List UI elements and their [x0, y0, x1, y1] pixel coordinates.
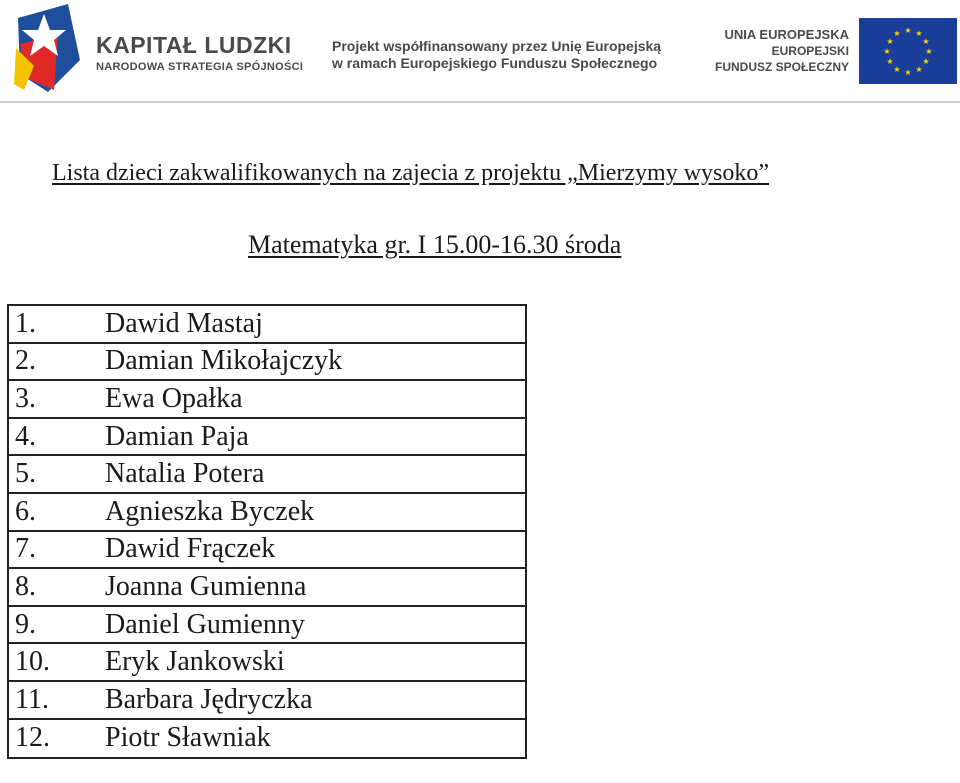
list-item [9, 569, 525, 607]
kapital-ludzki-wordmark [96, 33, 303, 73]
list-item [9, 720, 525, 758]
svg-text:★: ★ [886, 57, 894, 66]
svg-text:★: ★ [925, 47, 933, 56]
svg-text:★: ★ [893, 65, 901, 74]
svg-text:★: ★ [904, 26, 912, 35]
list-item [9, 607, 525, 645]
list-item [9, 456, 525, 494]
cofinancing-line-2: w ramach Europejskiego Funduszu Społecznego [332, 55, 658, 71]
cofinancing-notice [332, 38, 661, 72]
item-number: 3. [15, 382, 36, 414]
svg-text:★: ★ [915, 29, 923, 38]
child-name: Dawid Frączek [105, 533, 276, 565]
item-number: 4. [15, 420, 36, 452]
eu-flag-icon [859, 18, 957, 84]
child-name: Dawid Mastaj [105, 307, 263, 339]
item-number: 8. [15, 570, 36, 602]
document-title: Lista dzieci zakwalifikowanych na zajecia z projektu „Mierzymy wysoko” [52, 160, 770, 186]
item-number: 11. [15, 683, 49, 715]
list-item [9, 494, 525, 532]
child-name: Agnieszka Byczek [105, 495, 315, 527]
child-name: Damian Paja [105, 420, 249, 452]
item-number: 5. [15, 458, 36, 490]
cofinancing-line-1: Projekt współfinansowany przez Unię Europejską [332, 38, 662, 54]
eu-line-3: FUNDUSZ SPOŁECZNY [714, 60, 849, 74]
child-name: Eryk Jankowski [105, 646, 285, 678]
svg-text:★: ★ [904, 68, 912, 77]
participants-list [7, 304, 527, 759]
svg-text:★: ★ [922, 37, 930, 46]
child-name: Barbara Jędryczka [105, 683, 313, 715]
group-subtitle: Matematyka gr. I 15.00-16.30 środa [248, 230, 622, 259]
list-item [9, 682, 525, 720]
child-name: Daniel Gumienny [105, 608, 305, 640]
list-item [9, 344, 525, 382]
list-item [9, 532, 525, 570]
header-divider [0, 101, 960, 103]
list-item [9, 644, 525, 682]
kapital-ludzki-subtitle: NARODOWA STRATEGIA SPÓJNOŚCI [96, 61, 304, 73]
child-name: Natalia Potera [105, 458, 265, 490]
svg-text:★: ★ [915, 65, 923, 74]
child-name: Damian Mikołajczyk [105, 345, 343, 377]
list-item [9, 306, 525, 344]
eu-wordmark [705, 27, 849, 75]
list-item [9, 381, 525, 419]
svg-text:★: ★ [893, 29, 901, 38]
kapital-ludzki-title: KAPITAŁ LUDZKI [96, 32, 292, 58]
item-number: 1. [15, 307, 36, 339]
child-name: Ewa Opałka [105, 382, 243, 414]
svg-text:★: ★ [883, 47, 891, 56]
item-number: 12. [15, 722, 50, 754]
item-number: 9. [15, 608, 36, 640]
svg-text:★: ★ [886, 37, 894, 46]
item-number: 7. [15, 533, 36, 565]
eu-line-2: EUROPEJSKI [771, 44, 849, 58]
list-item [9, 419, 525, 457]
child-name: Piotr Sławniak [105, 722, 271, 754]
child-name: Joanna Gumienna [105, 570, 307, 602]
item-number: 10. [15, 646, 50, 678]
svg-text:★: ★ [922, 57, 930, 66]
eu-line-1: UNIA EUROPEJSKA [724, 27, 849, 42]
page-header [0, 0, 960, 104]
item-number: 6. [15, 495, 36, 527]
kapital-ludzki-logo-icon [14, 4, 86, 94]
item-number: 2. [15, 345, 36, 377]
